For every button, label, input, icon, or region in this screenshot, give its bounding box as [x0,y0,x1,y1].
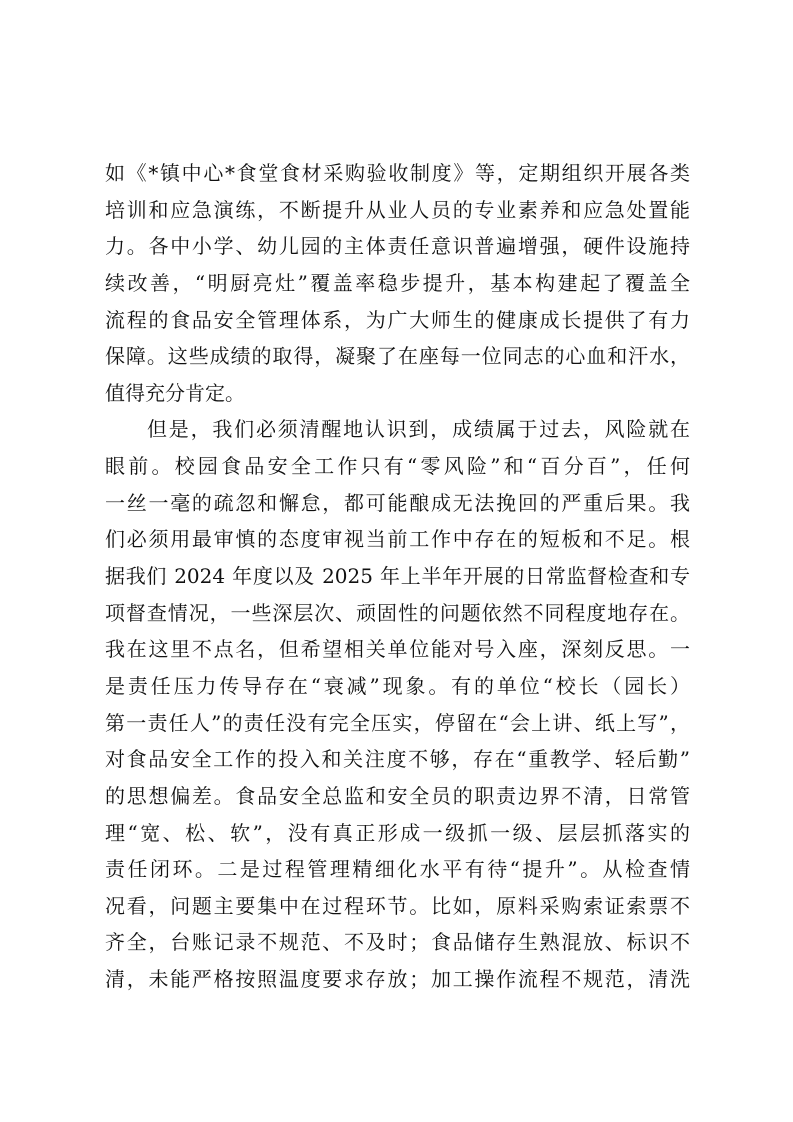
text-line: 责任闭环。二是过程管理精细化水平有待“提升”。从检查情 [105,857,690,882]
text-line: 项督查情况，一些深层次、顽固性的问题依然不同程度地存在。 [105,600,690,625]
text-line: 流程的食品安全管理体系，为广大师生的健康成长提供了有力 [105,307,690,332]
text-line: 是责任压力传导存在“衰减”现象。有的单位“校长（园长） [105,673,690,698]
text-line: 力。各中小学、幼儿园的主体责任意识普遍增强，硬件设施持 [105,234,690,259]
text-line: 续改善，“明厨亮灶”覆盖率稳步提升，基本构建起了覆盖全 [105,270,690,295]
text-line: 据我们 2024 年度以及 2025 年上半年开展的日常监督检查和专 [105,564,690,589]
text-line: 保障。这些成绩的取得，凝聚了在座每一位同志的心血和汗水， [105,344,690,369]
text-line: 眼前。校园食品安全工作只有“零风险”和“百分百”，任何 [105,454,690,479]
text-line: 们必须用最审慎的态度审视当前工作中存在的短板和不足。根 [105,527,690,552]
text-line: 的思想偏差。食品安全总监和安全员的职责边界不清，日常管 [105,783,690,808]
paragraph-1 [105,155,690,411]
text-line: 齐全，台账记录不规范、不及时；食品储存生熟混放、标识不 [105,930,690,955]
text-line: 但是，我们必须清醒地认识到，成绩属于过去，风险就在 [147,417,690,442]
text-line: 理“宽、松、软”，没有真正形成一级抓一级、层层抓落实的 [105,820,690,845]
text-line: 对食品安全工作的投入和关注度不够，存在“重教学、轻后勤” [105,747,690,772]
text-line: 一丝一毫的疏忽和懈怠，都可能酿成无法挽回的严重后果。我 [105,490,690,515]
text-line: 如《*镇中心*食堂食材采购验收制度》等，定期组织开展各类 [105,161,690,185]
text-line: 值得充分肯定。 [105,380,245,405]
text-line: 我在这里不点名，但希望相关单位能对号入座，深刻反思。一 [105,637,690,662]
text-line: 培训和应急演练，不断提升从业人员的专业素养和应急处置能 [105,197,690,222]
document-body [105,155,690,998]
text-line: 清，未能严格按照温度要求存放；加工操作流程不规范，清洗 [105,967,690,992]
paragraph-2 [105,411,690,997]
text-line: 第一责任人”的责任没有完全压实，停留在“会上讲、纸上写”， [105,710,690,735]
text-line: 况看，问题主要集中在过程环节。比如，原料采购索证索票不 [105,893,690,918]
